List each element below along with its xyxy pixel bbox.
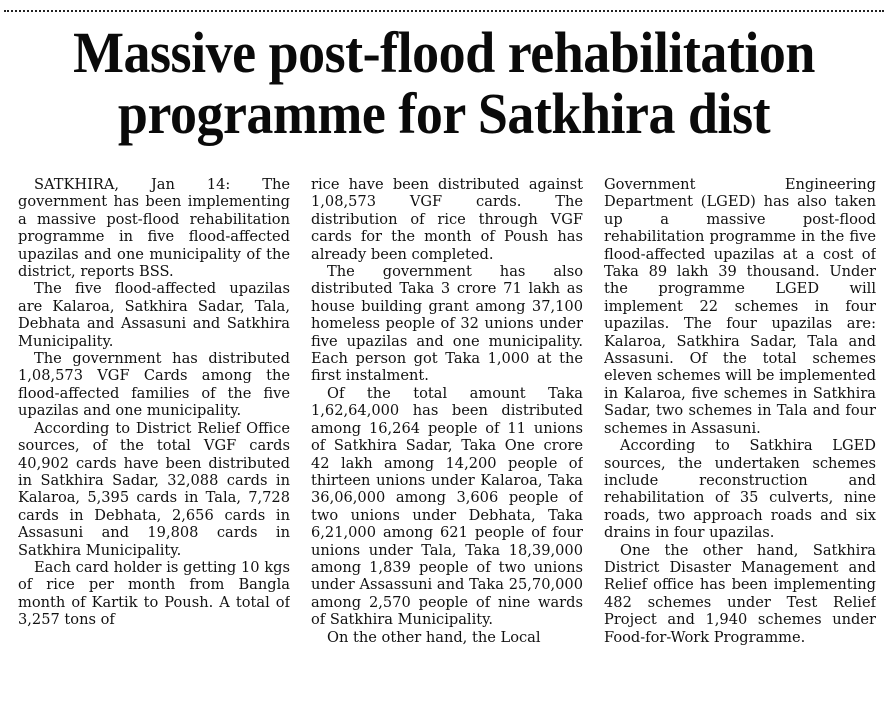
column-1 xyxy=(18,176,290,716)
paragraph: On the other hand, the Local xyxy=(327,628,541,646)
paragraph: The government has distributed 1,08,573 VGF Cards among the flood-affected families of the five upazilas and one municipality. xyxy=(18,350,290,420)
paragraph: rice have been distributed against 1,08,573 VGF cards. The distribution of rice through VGF cards for the month of Poush has already been completed. xyxy=(311,176,583,263)
column-3 xyxy=(604,176,876,716)
headline-line-1: Massive post-flood rehabilitation xyxy=(73,20,815,85)
article-body xyxy=(18,176,876,716)
paragraph: SATKHIRA, Jan 14: The government has been implementing a massive post-flood rehabilitation programme in five flood-affected upazilas and one municipality of the district, reports BSS. xyxy=(18,176,290,281)
headline-line-2: programme for Satkhira dist xyxy=(117,81,771,146)
paragraph: One the other hand, Satkhira District Disaster Management and Relief office has been implementing 482 schemes under Test Relief Project and 1,940 schemes under Food-for-Work Programme. xyxy=(604,541,876,646)
paragraph: Government Engineering Department (LGED) has also taken up a massive post-flood rehabilitation programme in the five flood-affected upazilas at a cost of Taka 89 lakh 39 thousand. Under the programme LGED will implement 22 schemes in four upazilas. The four upazilas are: Kalaroa, Satkhira Sadar, Tala and Assasuni. Of the total schemes eleven schemes will be implemented in Kalaroa, five schemes in Satkhira Sadar, two schemes in Tala and four schemes in Assasuni. xyxy=(604,176,876,437)
top-dotted-rule xyxy=(4,10,884,12)
column-2 xyxy=(311,176,583,716)
paragraph: The five flood-affected upazilas are Kalaroa, Satkhira Sadar, Tala, Debhata and Assasuni and Satkhira Municipality. xyxy=(18,280,290,350)
paragraph: Each card holder is getting 10 kgs of rice per month from Bangla month of Kartik to Poush. A total of 3,257 tons of xyxy=(18,558,290,629)
paragraph: According to District Relief Office sources, of the total VGF cards 40,902 cards have been distributed in Satkhira Sadar, 32,088 cards in Kalaroa, 5,395 cards in Tala, 7,728 cards in Debhata, 2,656 cards in Assasuni and 19,808 cards in Satkhira Municipality. xyxy=(18,419,290,559)
paragraph: The government has also distributed Taka 3 crore 71 lakh as house building grant among 37,100 homeless people of 32 unions under five upazilas and one municipality. Each person got Taka 1,000 at the first instalment. xyxy=(311,263,583,385)
paragraph: Of the total amount Taka 1,62,64,000 has been distributed among 16,264 people of 11 unions of Satkhira Sadar, Taka One crore 42 lakh among 14,200 people of thirteen unions under Kalaroa, Taka 36,06,000 among 3,606 people of two unions under Debhata, Taka 6,21,000 among 621 people of four unions under Tala, Taka 18,39,000 among 1,839 people of two unions under Assassuni and Taka 25,70,000 among 2,570 people of nine wards of Satkhira Municipality. xyxy=(311,384,583,629)
headline xyxy=(31,22,857,144)
paragraph: According to Satkhira LGED sources, the undertaken schemes include reconstruction and rehabilitation of 35 culverts, nine roads, two approach roads and six drains in four upazilas. xyxy=(604,437,876,542)
